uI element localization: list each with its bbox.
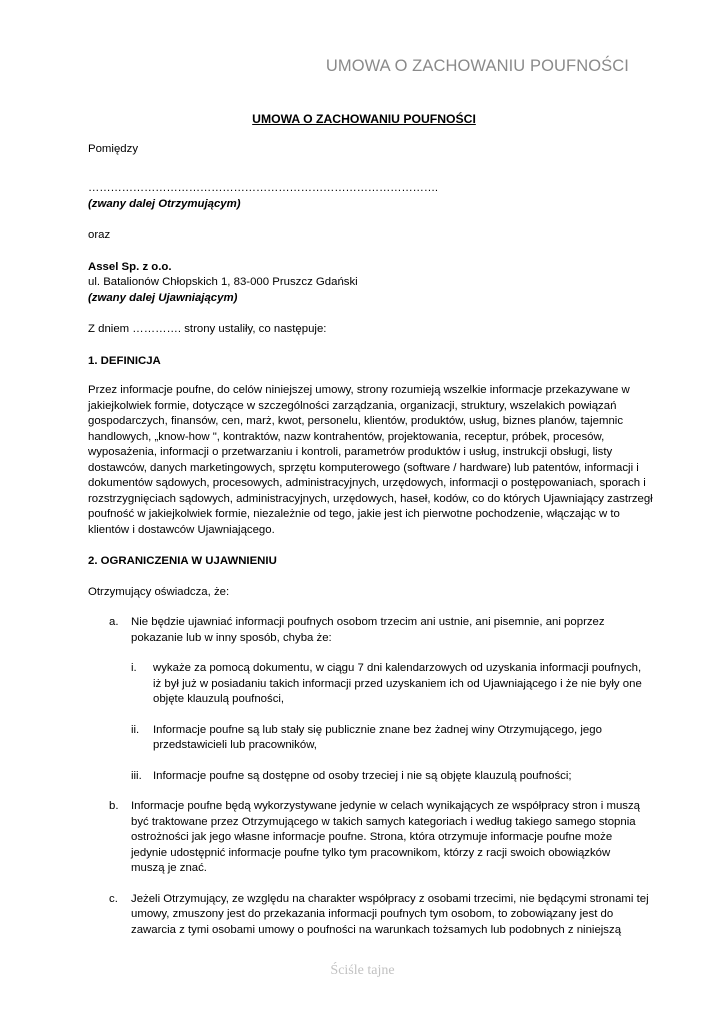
document-body bbox=[88, 112, 653, 938]
list-item-line: muszą je znać. bbox=[131, 862, 207, 874]
list-item-a bbox=[109, 615, 640, 646]
list-item-line: Jeżeli Otrzymujący, ze względu na charakter współpracy z osobami trzecimi, nie będącymi stronami tej bbox=[131, 892, 649, 905]
sub-item-ii bbox=[131, 723, 640, 754]
company-address: ul. Batalionów Chłopskich 1, 83-000 Pruszcz Gdański bbox=[88, 276, 358, 288]
running-header-title: UMOWA O ZACHOWANIU POUFNOŚCI bbox=[325, 57, 629, 75]
list-marker: b. bbox=[109, 800, 119, 812]
date-line: Z dniem …………. strony ustaliły, co następuje: bbox=[88, 323, 327, 335]
list-item-line: zawarcia z tymi osobami umowy o poufności na warunkach tożsamych lub podobnych z niniejszą bbox=[131, 923, 622, 936]
section-1-heading: 1. DEFINICJA bbox=[88, 354, 161, 367]
footer-watermark: Ściśle tajne bbox=[330, 963, 395, 978]
list-item-line: jedynie udostępnić informacje poufne tylko tym pracownikom, którzy z racji swoich obowiązków bbox=[131, 846, 611, 859]
paragraph-line: jakiejkolwiek formie, dotyczące w szczególności zarządzania, organizacji, struktury, wszelakich powiązań bbox=[88, 399, 617, 412]
section-1-paragraph bbox=[88, 383, 653, 538]
list-item-line: przedstawicieli lub pracowników, bbox=[153, 739, 317, 751]
list-item-line: Informacje poufne są dostępne od osoby trzeciej i nie są objęte klauzulą poufności; bbox=[153, 769, 572, 782]
paragraph-line: poufność w jakiejkolwiek formie, niezależnie od tego, jakie jest ich pierwotne pochodzenie, włączając w to bbox=[88, 508, 620, 520]
discloser-label: (zwany dalej Ujawniającym) bbox=[88, 291, 238, 304]
between-text: Pomiędzy bbox=[88, 142, 139, 155]
receiver-label: (zwany dalej Otrzymującym) bbox=[88, 197, 241, 210]
list-item-line: wykaże za pomocą dokumentu, w ciągu 7 dni kalendarzowych od uzyskania informacji poufnych, bbox=[153, 662, 642, 674]
section-2-heading: 2. OGRANICZENIA W UJAWNIENIU bbox=[88, 555, 277, 567]
list-item-line: Informacje poufne są lub stały się publicznie znane bez żadnej winy Otrzymującego, jego bbox=[153, 723, 602, 736]
paragraph-line: dokumentów sądowych, procesowych, administracyjnych, urzędowych, informacji o postępowaniach, sporach i bbox=[88, 477, 646, 489]
paragraph-line: rozstrzygnięciach sądowych, administracyjnych, urzędowych, haseł, kodów, co do których Ujawniający zastrzegł bbox=[88, 492, 653, 505]
sub-item-i bbox=[131, 661, 642, 708]
list-item-line: pokazanie lub w inny sposób, chyba że: bbox=[131, 631, 332, 644]
paragraph-line: gospodarczych, finansów, cen, marż, kwot, personelu, klientów, produktów, usług, biznes planów, tajemnic bbox=[88, 415, 624, 427]
paragraph-line: wyposażenia, informacji o przetwarzaniu i kontroli, parametrów produktów i usług, instrukcji obsługi, listy bbox=[88, 446, 613, 458]
list-item-line: umowy, zmuszony jest do przekazania informacji poufnych tym osobom, to zobowiązany jest do bbox=[131, 908, 614, 920]
list-item-line: Informacje poufne będą wykorzystywane jedynie w celach wynikających ze współpracy stron i muszą bbox=[131, 800, 641, 812]
list-item-c bbox=[109, 892, 649, 939]
paragraph-line: Przez informacje poufne, do celów niniejszej umowy, strony rozumieją wszelkie informacje przekazywane w bbox=[88, 384, 630, 396]
paragraph-line: klientów i dostawców Ujawniającego. bbox=[88, 523, 275, 536]
and-text: oraz bbox=[88, 229, 111, 241]
list-marker: iii. bbox=[131, 769, 142, 782]
list-item-b bbox=[109, 799, 641, 877]
list-item-line: ostrożności jak jego własne informacje poufne. Strona, która otrzymuje informacje poufne może bbox=[131, 831, 613, 843]
party-placeholder-line: …………………………………………………………………………………. bbox=[88, 182, 438, 194]
sub-item-iii bbox=[131, 769, 640, 785]
list-marker: ii. bbox=[131, 723, 140, 736]
list-item-line: być traktowane przez Otrzymującego w takich samych kategoriach i według takiego samego stopnia bbox=[131, 815, 636, 828]
list-marker: i. bbox=[131, 662, 137, 674]
list-marker: c. bbox=[109, 892, 118, 905]
list-item-line: iż był już w posiadaniu takich informacji przed uzyskaniem ich od Ujawniającego i że nie były one bbox=[153, 677, 642, 690]
list-item-line: Nie będzie ujawniać informacji poufnych osobom trzecim ani ustnie, ani pisemnie, ani poprzez bbox=[131, 616, 605, 628]
company-name: Assel Sp. z o.o. bbox=[88, 260, 172, 273]
list-item-line: objęte klauzulą poufności, bbox=[153, 693, 285, 705]
list-marker: a. bbox=[109, 616, 119, 628]
declares-text: Otrzymujący oświadcza, że: bbox=[88, 585, 230, 598]
paragraph-line: dostawców, danych marketingowych, sprzętu komputerowego (software / hardware) lub patentów, informacji i bbox=[88, 461, 639, 474]
document-title: UMOWA O ZACHOWANIU POUFNOŚCI bbox=[252, 112, 476, 126]
paragraph-line: handlowych, „know-how ", kontraktów, nazw kontrahentów, projektowania, receptur, próbek, procesów, bbox=[88, 430, 605, 443]
